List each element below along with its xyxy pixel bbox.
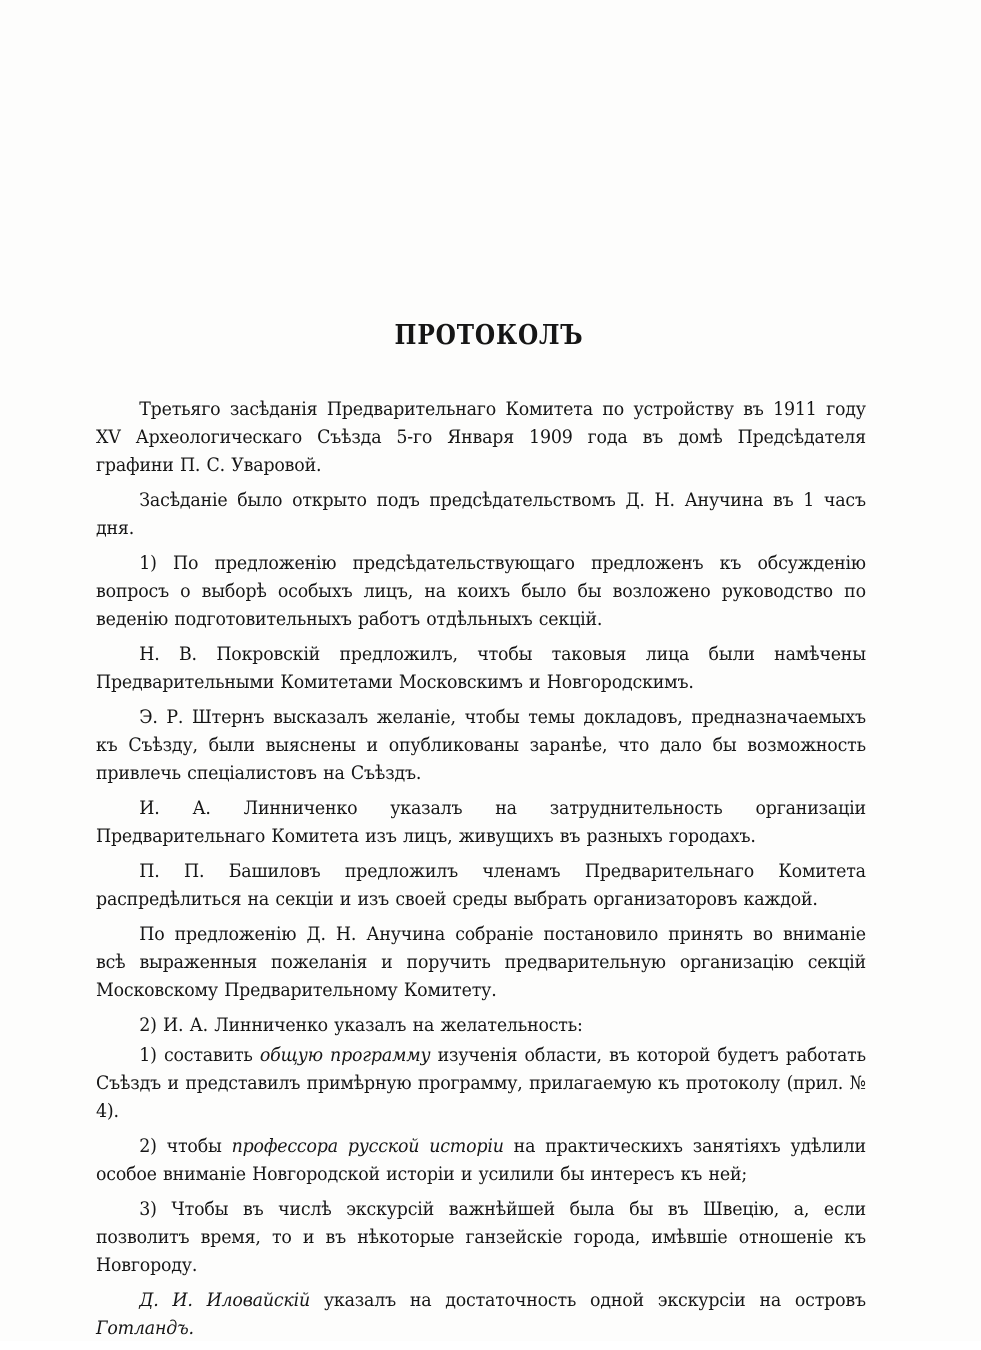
paragraph-subitem-1 bbox=[96, 1042, 866, 1126]
paragraph-item-1: 1) По предложенію предсѣдательствующаго предложенъ къ обсужденію вопросъ о выборѣ особыхъ лицъ, на коихъ было бы возложено руководство по веденію подготовительныхъ работъ отдѣльныхъ секцій. bbox=[96, 553, 866, 630]
paragraph-opening: Засѣданіе было открыто подъ предсѣдательствомъ Д. Н. Анучина въ 1 часъ дня. bbox=[96, 490, 866, 539]
ilovaisky-rest: указалъ на достаточность одной экскурсіи на островъ bbox=[309, 1290, 866, 1311]
paragraph-subitem-2 bbox=[96, 1133, 866, 1189]
gotland-name: Готландъ. bbox=[96, 1318, 194, 1339]
subitem-2-rest: на практическихъ занятіяхъ удѣлили особое вниманіе Новгородской исторіи и усилили бы интересъ къ ней; bbox=[96, 1136, 866, 1185]
subitem-1-emphasis: общую программу bbox=[259, 1045, 431, 1066]
document-body bbox=[96, 396, 866, 1350]
paragraph-ilovaisky bbox=[96, 1287, 866, 1343]
paragraph-bashilov: П. П. Башиловъ предложилъ членамъ Предварительнаго Комитета распредѣлиться на секціи и изъ своей среды выбрать организаторовъ каждой. bbox=[96, 861, 866, 910]
paragraph-pokrovsky: Н. В. Покровскій предложилъ, чтобы таковыя лица были намѣчены Предварительными Комитетами Московскимъ и Новгородскимъ. bbox=[96, 644, 866, 693]
ilovaisky-name: Д. И. Иловайскій bbox=[139, 1290, 310, 1311]
subitem-2-emphasis: профессора русской исторіи bbox=[231, 1136, 504, 1157]
paragraph-subitem-3: 3) Чтобы въ числѣ экскурсій важнѣйшей была бы въ Швецію, а, если позволитъ время, то и въ нѣкоторые ганзейскіе города, имѣвшіе отношеніе къ Новгороду. bbox=[96, 1199, 866, 1276]
paragraph-resolution: По предложенію Д. Н. Анучина собраніе постановило принять во вниманіе всѣ выраженныя пожеланія и поручить предварительную организацію секцій Московскому Предварительному Комитету. bbox=[96, 924, 866, 1001]
paragraph-stern: Э. Р. Штернъ высказалъ желаніе, чтобы темы докладовъ, предназначаемыхъ къ Съѣзду, были выяснены и опубликованы заранѣе, что дало бы возможность привлечь спеціалистовъ на Съѣздъ. bbox=[96, 707, 866, 784]
subitem-1-lead: 1) составить bbox=[139, 1045, 260, 1066]
paragraph-item-2: 2) И. А. Линниченко указалъ на желательность: bbox=[139, 1015, 583, 1036]
subitem-1-rest: изученія области, въ которой будетъ работать Съѣздъ и представилъ примѣрную программу, прилагаемую къ протоколу (прил. № 4). bbox=[96, 1045, 866, 1122]
paragraph-session-intro: Третьяго засѣданія Предварительнаго Комитета по устройству въ 1911 году XV Археологическаго Съѣзда 5-го Января 1909 года въ домѣ Предсѣдателя графини П. С. Уваровой. bbox=[96, 399, 866, 476]
page-title: ПРОТОКОЛЪ bbox=[394, 320, 584, 351]
paragraph-linnichenko: И. А. Линниченко указалъ на затруднительность организаціи Предварительнаго Комитета изъ лицъ, живущихъ въ разныхъ городахъ. bbox=[96, 798, 866, 847]
subitem-2-lead: 2) чтобы bbox=[139, 1136, 232, 1157]
